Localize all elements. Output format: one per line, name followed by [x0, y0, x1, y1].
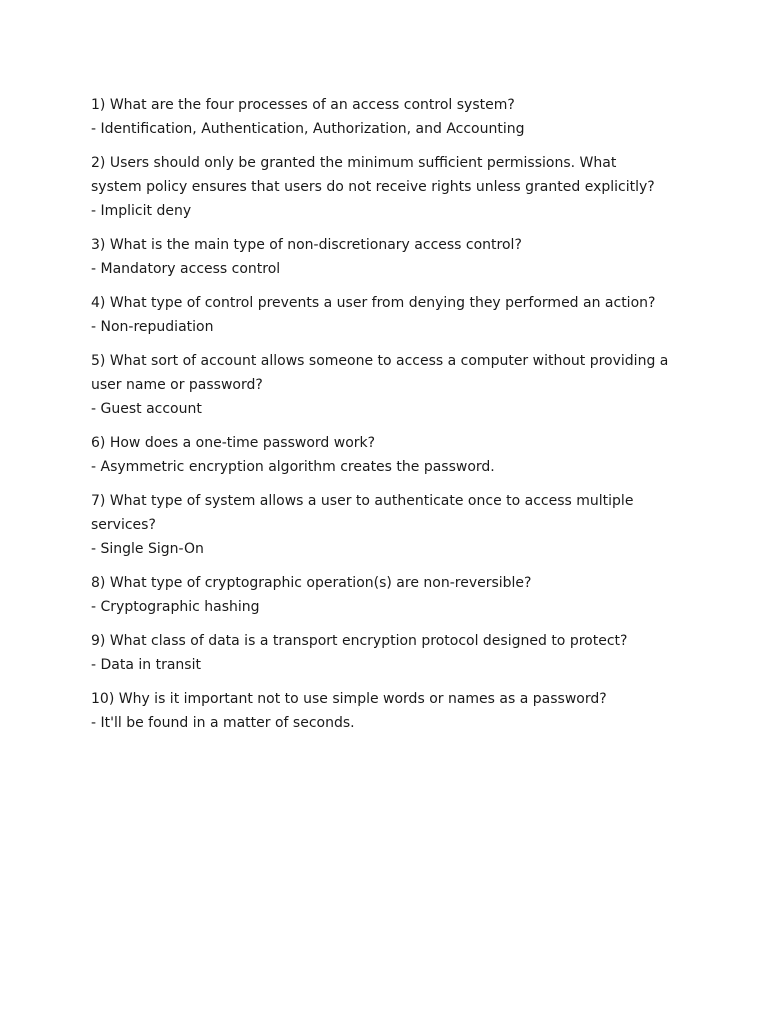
qa-item-8	[91, 571, 691, 619]
qa-item-3	[91, 233, 691, 281]
question-line: 5) What sort of account allows someone to access a computer without providing a	[91, 353, 669, 369]
question-line: 8) What type of cryptographic operation(s) are non-reversible?	[91, 575, 532, 591]
qa-item-1	[91, 93, 691, 141]
answer-line: - Implicit deny	[91, 203, 192, 219]
question-line: services?	[91, 517, 156, 533]
qa-item-9	[91, 629, 691, 677]
qa-item-6	[91, 431, 691, 479]
question-line: 2) Users should only be granted the minimum sufficient permissions. What	[91, 155, 617, 171]
qa-item-4	[91, 291, 691, 339]
answer-line: - Single Sign-On	[91, 541, 204, 557]
answer-line: - It'll be found in a matter of seconds.	[91, 715, 355, 731]
qa-item-5	[91, 349, 691, 421]
qa-item-10	[91, 687, 691, 735]
question-line: 7) What type of system allows a user to authenticate once to access multiple	[91, 493, 634, 509]
answer-line: - Non-repudiation	[91, 319, 214, 335]
question-line: system policy ensures that users do not receive rights unless granted explicitly?	[91, 179, 655, 195]
question-line: 3) What is the main type of non-discretionary access control?	[91, 237, 522, 253]
qa-item-7	[91, 489, 691, 561]
answer-line: - Data in transit	[91, 657, 201, 673]
question-line: 9) What class of data is a transport encryption protocol designed to protect?	[91, 633, 628, 649]
answer-line: - Cryptographic hashing	[91, 599, 260, 615]
question-line: 4) What type of control prevents a user from denying they performed an action?	[91, 295, 656, 311]
question-line: 6) How does a one-time password work?	[91, 435, 376, 451]
qa-item-2	[91, 151, 691, 223]
answer-line: - Identification, Authentication, Authorization, and Accounting	[91, 121, 525, 137]
answer-line: - Guest account	[91, 401, 202, 417]
question-line: 1) What are the four processes of an access control system?	[91, 97, 515, 113]
question-line: user name or password?	[91, 377, 263, 393]
answer-line: - Asymmetric encryption algorithm creates the password.	[91, 459, 495, 475]
qa-list	[91, 93, 691, 745]
answer-line: - Mandatory access control	[91, 261, 281, 277]
question-line: 10) Why is it important not to use simple words or names as a password?	[91, 691, 607, 707]
